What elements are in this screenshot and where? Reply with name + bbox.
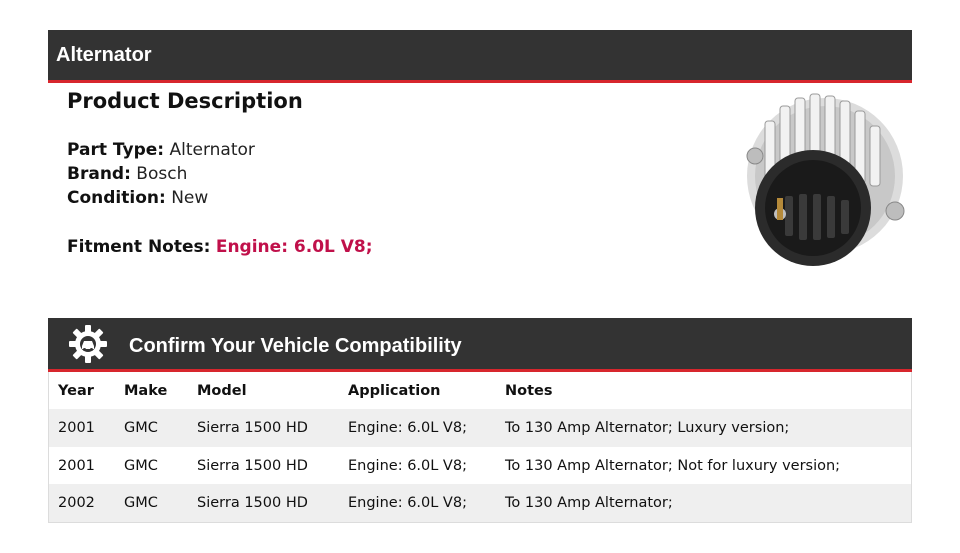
cell-year: 2001	[58, 420, 95, 436]
compatibility-title: Confirm Your Vehicle Compatibility	[129, 335, 462, 357]
part-type-value: Alternator	[169, 140, 255, 160]
cell-year: 2002	[58, 495, 95, 511]
fitment-line	[67, 237, 373, 257]
fitment-label: Fitment Notes:	[67, 237, 211, 257]
cell-model: Sierra 1500 HD	[197, 495, 308, 511]
cell-year: 2001	[58, 458, 95, 474]
alternator-image	[725, 86, 910, 271]
description-title: Product Description	[67, 89, 303, 113]
cell-model: Sierra 1500 HD	[197, 420, 308, 436]
cell-notes: To 130 Amp Alternator; Not for luxury version;	[505, 458, 841, 474]
brand-label: Brand:	[67, 164, 131, 184]
col-notes: Notes	[505, 383, 553, 399]
cell-make: GMC	[124, 495, 158, 511]
part-type-label: Part Type:	[67, 140, 165, 160]
brand-line	[67, 164, 187, 184]
table-row	[49, 409, 911, 447]
condition-line	[67, 188, 208, 208]
part-type-line	[67, 140, 255, 160]
col-make: Make	[124, 383, 168, 399]
cell-make: GMC	[124, 458, 158, 474]
cell-make: GMC	[124, 420, 158, 436]
cell-notes: To 130 Amp Alternator;	[505, 495, 673, 511]
cell-application: Engine: 6.0L V8;	[348, 495, 467, 511]
cell-model: Sierra 1500 HD	[197, 458, 308, 474]
brand-value: Bosch	[136, 164, 188, 184]
compatibility-table	[48, 372, 912, 523]
col-model: Model	[197, 383, 247, 399]
fitment-value: Engine: 6.0L V8;	[215, 237, 373, 257]
table-header-row	[49, 372, 911, 410]
condition-value: New	[171, 188, 209, 208]
cell-application: Engine: 6.0L V8;	[348, 458, 467, 474]
condition-label: Condition:	[67, 188, 166, 208]
col-application: Application	[348, 383, 441, 399]
cell-application: Engine: 6.0L V8;	[348, 420, 467, 436]
gear-car-icon	[68, 324, 108, 364]
table-row	[49, 484, 911, 522]
cell-notes: To 130 Amp Alternator; Luxury version;	[505, 420, 790, 436]
col-year: Year	[58, 383, 94, 399]
product-header-title: Alternator	[56, 44, 152, 66]
compatibility-header-bar	[48, 318, 912, 372]
product-header-bar	[48, 30, 912, 83]
table-row	[49, 447, 911, 485]
